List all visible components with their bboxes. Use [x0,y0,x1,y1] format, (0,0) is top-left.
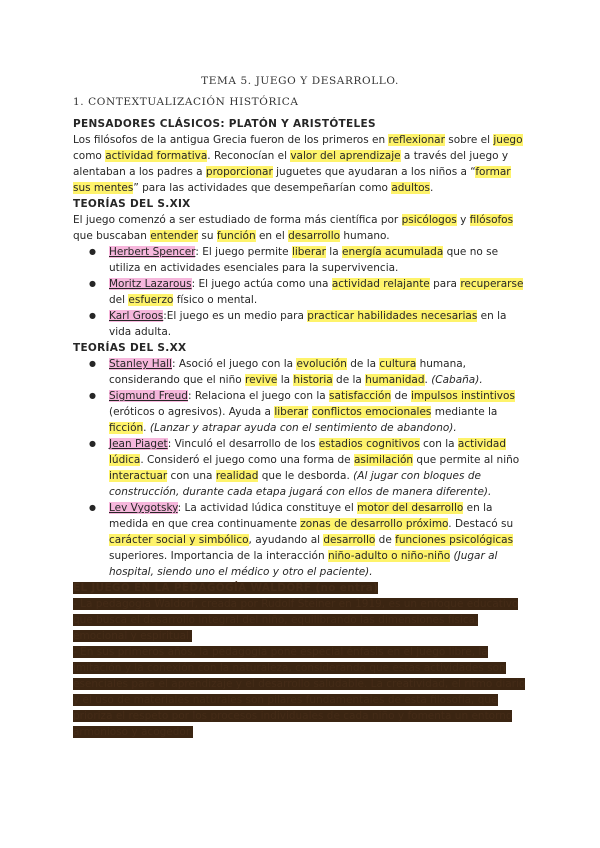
heading-clasicos: PENSADORES CLÁSICOS: PLATÓN Y ARISTÓTELES [73,118,376,130]
list-s20 [73,356,528,580]
list-item-spencer: ● Herbert Spencer: El juego permite liberar la energía acumulada que no se utiliza en actividades esenciales para la supervivencia. [109,244,528,276]
heading-waldorf: EL JUEGO EN LA PEDAGOGÍA WALDORF (no entra) [73,582,379,594]
section-heading: 1. CONTEXTUALIZACIÓN HISTÓRICA [73,96,299,108]
document-title: TEMA 5. JUEGO Y DESARROLLO. [201,75,399,87]
list-item-lazarus: ● Moritz Lazarous: El juego actúa como una actividad relajante para recuperarse del esfuerzo físico o mental. [109,276,528,308]
waldorf-redacted-block [73,580,528,740]
list-item-groos: ● Karl Groos:El juego es un medio para practicar habilidades necesarias en la vida adulta. [109,308,528,340]
heading-s20: TEORÍAS DEL S.XX [73,342,187,354]
list-item-vygotsky: ● Lev Vygotsky: La actividad lúdica constituye el motor del desarrollo en la medida en que crea continuamente zonas de desarrollo próximo. Destacó su carácter social y simbólico, ayudando al desarrollo de funciones psicológicas superiores. Importancia de la interacción niño-adulto o niño-niño (Jugar al hospital, siendo uno el médico y otro el paciente). [109,500,528,580]
list-item-piaget: ● Jean Piaget: Vinculó el desarrollo de los estadios cognitivos con la actividad lúdica. Consideró el juego como una forma de asimilación que permite al niño interactuar con una realidad que le desborda. (Al jugar con bloques de construcción, durante cada etapa jugará con ellos de manera diferente). [109,436,528,500]
list-s19 [73,244,528,340]
list-item-hall: ● Stanley Hall: Asoció el juego con la evolución de la cultura humana, considerando que el niño revive la historia de la humanidad. (Cabaña). [109,356,528,388]
paragraph-s19: El juego comenzó a ser estudiado de forma más científica por psicólogos y filósofos que buscaban entender su función en el desarrollo humano. [73,214,514,242]
paragraph-waldorf-2: - En sus primeros años, la pedagogía pone especial énfasis en el juego libre, la imitación y la conexión con la naturaleza, considerando que estas actividades son esenciales para el aprendizaje y el desarrollo saludable. La creatividad, el ritmo diario y el uso de materiales naturales son pilares fundamentales de esta filosofía, que prioriza el respeto por los procesos individuales de cada niño y fomenta un entorno armonioso y acogedor. [73,646,526,738]
paragraph-waldorf-1: - La pedagogía Waldorf, creada por Rudolf Steiner en 1919, es un enfoque educativo que busca el desarrollo integral del niño, equilibrando las dimensiones física, emocional y espiritual. [73,598,519,642]
list-item-freud: ● Sigmund Freud: Relaciona el juego con la satisfacción de impulsos instintivos (eróticos o agresivos). Ayuda a liberar conflictos emocionales mediante la ficción. (Lanzar y atrapar ayuda con el sentimiento de abandono). [109,388,528,436]
paragraph-clasicos: Los filósofos de la antigua Grecia fueron de los primeros en reflexionar sobre el juego como actividad formativa. Reconocían el valor del aprendizaje a través del juego y alentaban a los padres a proporcionar juguetes que ayudaran a los niños a “formar sus mentes” para las actividades que desempeñarían como adultos. [73,134,523,194]
content-block [73,116,528,740]
heading-s19: TEORÍAS DEL S.XIX [73,198,191,210]
